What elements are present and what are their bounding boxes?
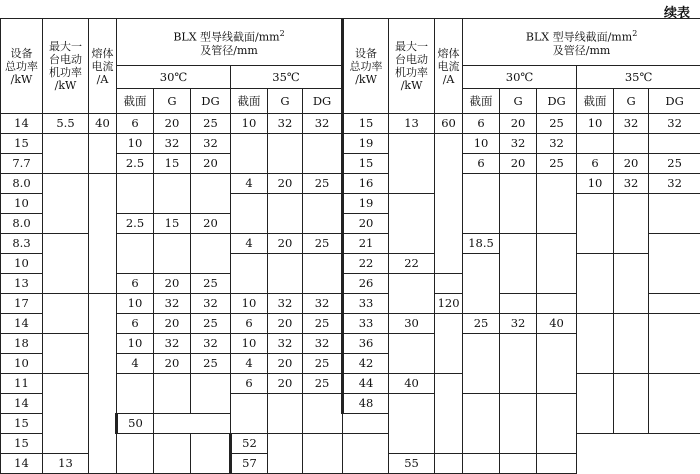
header-blx-line1: BLX 型导线截面/mm <box>173 31 279 44</box>
table-cell: 25 <box>537 114 577 134</box>
table-row <box>1 134 700 154</box>
table-cell: 32 <box>500 134 537 154</box>
table-cell: 50 <box>117 414 154 434</box>
table-cell: 33 <box>343 314 389 334</box>
header-blx-sup: 2 <box>632 29 637 38</box>
table-cell: 10 <box>577 174 614 194</box>
table-cell: 15 <box>154 214 191 234</box>
table-cell: 22 <box>389 254 435 274</box>
table-cell: 20 <box>268 174 303 194</box>
header-temp-30: 30℃ <box>117 66 231 89</box>
header-dg: DG <box>537 89 577 114</box>
table-cell: 32 <box>268 334 303 354</box>
table-cell: 40 <box>389 374 435 394</box>
table-cell: 32 <box>649 114 700 134</box>
table-cell <box>463 394 500 454</box>
table-cell <box>43 294 89 334</box>
table-cell: 14 <box>1 454 43 474</box>
table-cell: 20 <box>268 234 303 254</box>
table-cell: 4 <box>117 354 154 374</box>
table-cell <box>389 394 435 454</box>
table-cell <box>435 374 463 454</box>
table-cell: 10 <box>117 294 154 314</box>
table-cell: 15 <box>1 434 43 454</box>
table-cell: 21 <box>343 234 389 254</box>
table-cell: 40 <box>537 314 577 334</box>
table-cell <box>500 454 537 474</box>
table-cell: 32 <box>154 334 191 354</box>
header-max-motor-power: 最大一 台电动 机功率 /kW <box>389 19 435 114</box>
table-cell: 32 <box>191 134 231 154</box>
table-cell <box>537 454 577 474</box>
table-cell: 25 <box>191 314 231 334</box>
table-cell <box>43 174 89 234</box>
table-cell <box>43 134 89 174</box>
table-cell: 52 <box>231 434 268 454</box>
table-cell <box>117 234 154 274</box>
table-cell <box>435 314 463 374</box>
table-cell: 13 <box>43 454 89 474</box>
table-cell <box>537 174 577 234</box>
table-cell: 25 <box>303 314 343 334</box>
table-cell <box>389 134 435 194</box>
table-cell: 20 <box>343 214 389 234</box>
table-cell: 32 <box>303 114 343 134</box>
table-cell <box>154 434 191 474</box>
table-cell: 32 <box>154 294 191 314</box>
header-blx-line2: 及管径/mm <box>200 44 258 57</box>
header-section: 截面 <box>231 89 268 114</box>
header-section: 截面 <box>577 89 614 114</box>
header-fuse-current: 熔体 电流 /A <box>89 19 117 114</box>
table-cell <box>389 334 435 374</box>
table-cell <box>303 254 343 294</box>
table-cell: 20 <box>154 314 191 334</box>
table-cell <box>463 254 500 314</box>
table-cell <box>117 374 154 414</box>
table-cell: 25 <box>303 174 343 194</box>
table-cell <box>191 174 231 214</box>
table-cell <box>154 374 191 414</box>
table-cell: 6 <box>463 114 500 134</box>
table-cell: 32 <box>303 294 343 314</box>
header-fuse-current: 熔体 电流 /A <box>435 19 463 114</box>
table-cell: 19 <box>343 194 389 214</box>
table-cell: 120 <box>435 294 463 314</box>
table-cell: 25 <box>537 154 577 174</box>
table-cell: 16 <box>343 174 389 194</box>
table-cell <box>43 374 89 454</box>
table-cell: 25 <box>303 234 343 254</box>
table-cell: 13 <box>389 114 435 134</box>
table-cell <box>577 134 614 154</box>
table-cell: 10 <box>463 134 500 154</box>
table-cell: 32 <box>500 314 537 334</box>
table-cell <box>343 434 389 474</box>
table-cell: 10 <box>231 334 268 354</box>
table-cell: 33 <box>343 294 389 314</box>
table-cell: 19 <box>343 134 389 154</box>
table-cell <box>389 194 435 254</box>
header-total-power: 设备 总功率 /kW <box>343 19 389 114</box>
table-cell: 18 <box>1 334 43 354</box>
table-cell: 25 <box>463 314 500 334</box>
table-cell <box>191 434 231 474</box>
header-g: G <box>614 89 649 114</box>
table-cell <box>537 334 577 394</box>
table-cell <box>191 234 231 274</box>
table-cell <box>463 174 500 234</box>
table-cell: 20 <box>154 274 191 294</box>
table-cell <box>435 134 463 274</box>
table-cell: 15 <box>1 134 43 154</box>
header-max-motor-power: 最大一 台电动 机功率 /kW <box>43 19 89 114</box>
table-cell <box>614 374 649 434</box>
header-section: 截面 <box>117 89 154 114</box>
table-cell: 25 <box>191 114 231 134</box>
table-cell: 30 <box>389 314 435 334</box>
table-cell <box>231 134 268 174</box>
table-cell: 7.7 <box>1 154 43 174</box>
table-caption: 续表 <box>664 2 690 21</box>
table-cell <box>191 374 231 414</box>
table-cell: 22 <box>343 254 389 274</box>
table-cell <box>268 194 303 234</box>
table-cell <box>577 194 614 254</box>
table-cell: 40 <box>89 114 117 134</box>
table-cell <box>117 174 154 214</box>
header-section: 截面 <box>463 89 500 114</box>
table-cell <box>614 134 649 154</box>
table-cell: 11 <box>1 374 43 394</box>
table-cell <box>435 454 463 474</box>
table-body <box>1 114 700 474</box>
header-g: G <box>500 89 537 114</box>
table-cell: 10 <box>577 114 614 134</box>
table-cell: 32 <box>268 294 303 314</box>
table-cell: 6 <box>231 374 268 394</box>
table-cell: 6 <box>117 114 154 134</box>
table-cell: 20 <box>154 354 191 374</box>
table-cell: 57 <box>231 454 268 474</box>
table-cell: 32 <box>303 334 343 354</box>
table-cell <box>268 434 303 474</box>
table-cell <box>268 394 303 434</box>
table-cell: 48 <box>343 394 389 414</box>
table-cell: 14 <box>1 314 43 334</box>
header-total-power: 设备 总功率 /kW <box>1 19 43 114</box>
table-cell <box>577 374 614 434</box>
table-cell <box>614 254 649 314</box>
table-cell <box>463 454 500 474</box>
table-cell <box>389 274 435 314</box>
table-cell: 17 <box>1 294 43 314</box>
table-cell <box>89 134 117 174</box>
table-cell <box>89 174 117 294</box>
table-cell: 32 <box>154 134 191 154</box>
table-cell <box>577 254 614 314</box>
header-g: G <box>268 89 303 114</box>
table-cell <box>268 254 303 294</box>
table-cell: 32 <box>537 134 577 154</box>
table-cell: 32 <box>614 174 649 194</box>
table-cell: 26 <box>343 274 389 294</box>
header-blx-line2: 及管径/mm <box>553 44 611 57</box>
table-cell: 14 <box>1 394 43 414</box>
table-cell: 20 <box>268 354 303 374</box>
table-cell <box>303 394 343 434</box>
table-cell <box>537 394 577 454</box>
table-cell <box>649 234 700 294</box>
table-cell <box>577 314 614 374</box>
table-cell: 25 <box>191 354 231 374</box>
header-temp-35: 35℃ <box>577 66 700 89</box>
table-cell: 14 <box>1 114 43 134</box>
table-cell: 32 <box>191 334 231 354</box>
table-cell <box>537 234 577 294</box>
table-cell <box>463 334 500 394</box>
table-cell <box>537 294 577 314</box>
table-cell: 20 <box>191 154 231 174</box>
table-cell: 25 <box>303 354 343 374</box>
table-cell <box>649 314 700 374</box>
table-cell: 6 <box>463 154 500 174</box>
table-cell: 8.3 <box>1 234 43 254</box>
table-cell <box>500 334 537 394</box>
table-cell: 4 <box>231 354 268 374</box>
header-g: G <box>154 89 191 114</box>
table-cell: 8.0 <box>1 214 43 234</box>
table-cell: 18.5 <box>463 234 500 254</box>
table-cell: 44 <box>343 374 389 394</box>
table-cell: 20 <box>154 114 191 134</box>
table-cell: 55 <box>389 454 435 474</box>
table-cell: 6 <box>577 154 614 174</box>
table-cell: 20 <box>268 374 303 394</box>
table-cell: 20 <box>268 314 303 334</box>
table-cell: 15 <box>343 114 389 134</box>
table-cell <box>43 234 89 294</box>
table-cell: 60 <box>435 114 463 134</box>
table-cell: 10 <box>1 354 43 374</box>
table-cell: 15 <box>343 154 389 174</box>
table-container <box>0 18 700 474</box>
table-cell: 32 <box>268 114 303 134</box>
table-cell: 2.5 <box>117 154 154 174</box>
table-cell <box>303 134 343 174</box>
table-cell: 20 <box>500 154 537 174</box>
table-cell: 32 <box>614 114 649 134</box>
table-cell: 20 <box>500 114 537 134</box>
table-cell <box>500 294 537 314</box>
table-cell: 42 <box>343 354 389 374</box>
table-cell <box>303 194 343 234</box>
table-cell: 25 <box>191 274 231 294</box>
table-cell <box>500 394 537 454</box>
table-cell: 25 <box>649 154 700 174</box>
table-cell <box>154 234 191 274</box>
table-cell <box>89 294 117 474</box>
table-cell <box>154 174 191 214</box>
table-cell: 10 <box>1 194 43 214</box>
table-cell <box>231 194 268 234</box>
table-cell: 5.5 <box>43 114 89 134</box>
table-cell: 8.0 <box>1 174 43 194</box>
table-cell: 20 <box>191 214 231 234</box>
table-cell: 6 <box>117 314 154 334</box>
header-dg: DG <box>191 89 231 114</box>
table-cell <box>649 294 700 314</box>
table-cell <box>500 234 537 294</box>
header-temp-30: 30℃ <box>463 66 577 89</box>
table-cell: 32 <box>649 174 700 194</box>
table-cell: 4 <box>231 174 268 194</box>
table-cell <box>43 334 89 374</box>
table-cell <box>231 394 268 434</box>
table-cell: 36 <box>343 334 389 354</box>
header-dg: DG <box>303 89 343 114</box>
header-blx-line1: BLX 型导线截面/mm <box>526 31 632 44</box>
table-cell <box>303 434 343 474</box>
table-cell: 25 <box>303 374 343 394</box>
table-row <box>1 114 700 134</box>
table-cell: 13 <box>1 274 43 294</box>
table-cell <box>500 174 537 234</box>
table-cell <box>649 134 700 154</box>
table-cell: 10 <box>117 134 154 154</box>
table-row <box>1 174 700 194</box>
header-dg: DG <box>649 89 700 114</box>
table-cell: 10 <box>231 114 268 134</box>
table-cell <box>614 194 649 254</box>
table-cell: 10 <box>231 294 268 314</box>
table-cell <box>268 134 303 174</box>
header-blx-sup: 2 <box>280 29 285 38</box>
header-blx-section <box>463 19 700 66</box>
table-cell: 15 <box>1 414 43 434</box>
table-cell: 6 <box>231 314 268 334</box>
table-cell: 4 <box>231 234 268 254</box>
table-cell: 2.5 <box>117 214 154 234</box>
header-temp-35: 35℃ <box>231 66 343 89</box>
table-cell: 15 <box>154 154 191 174</box>
table-cell <box>117 434 154 474</box>
table-cell: 10 <box>117 334 154 354</box>
table-cell <box>231 254 268 294</box>
table-cell: 6 <box>117 274 154 294</box>
table-cell: 20 <box>614 154 649 174</box>
wire-size-table <box>0 18 700 474</box>
table-cell: 10 <box>1 254 43 274</box>
table-cell: 32 <box>191 294 231 314</box>
table-cell <box>649 374 700 434</box>
table-cell <box>614 314 649 374</box>
header-blx-section <box>117 19 343 66</box>
